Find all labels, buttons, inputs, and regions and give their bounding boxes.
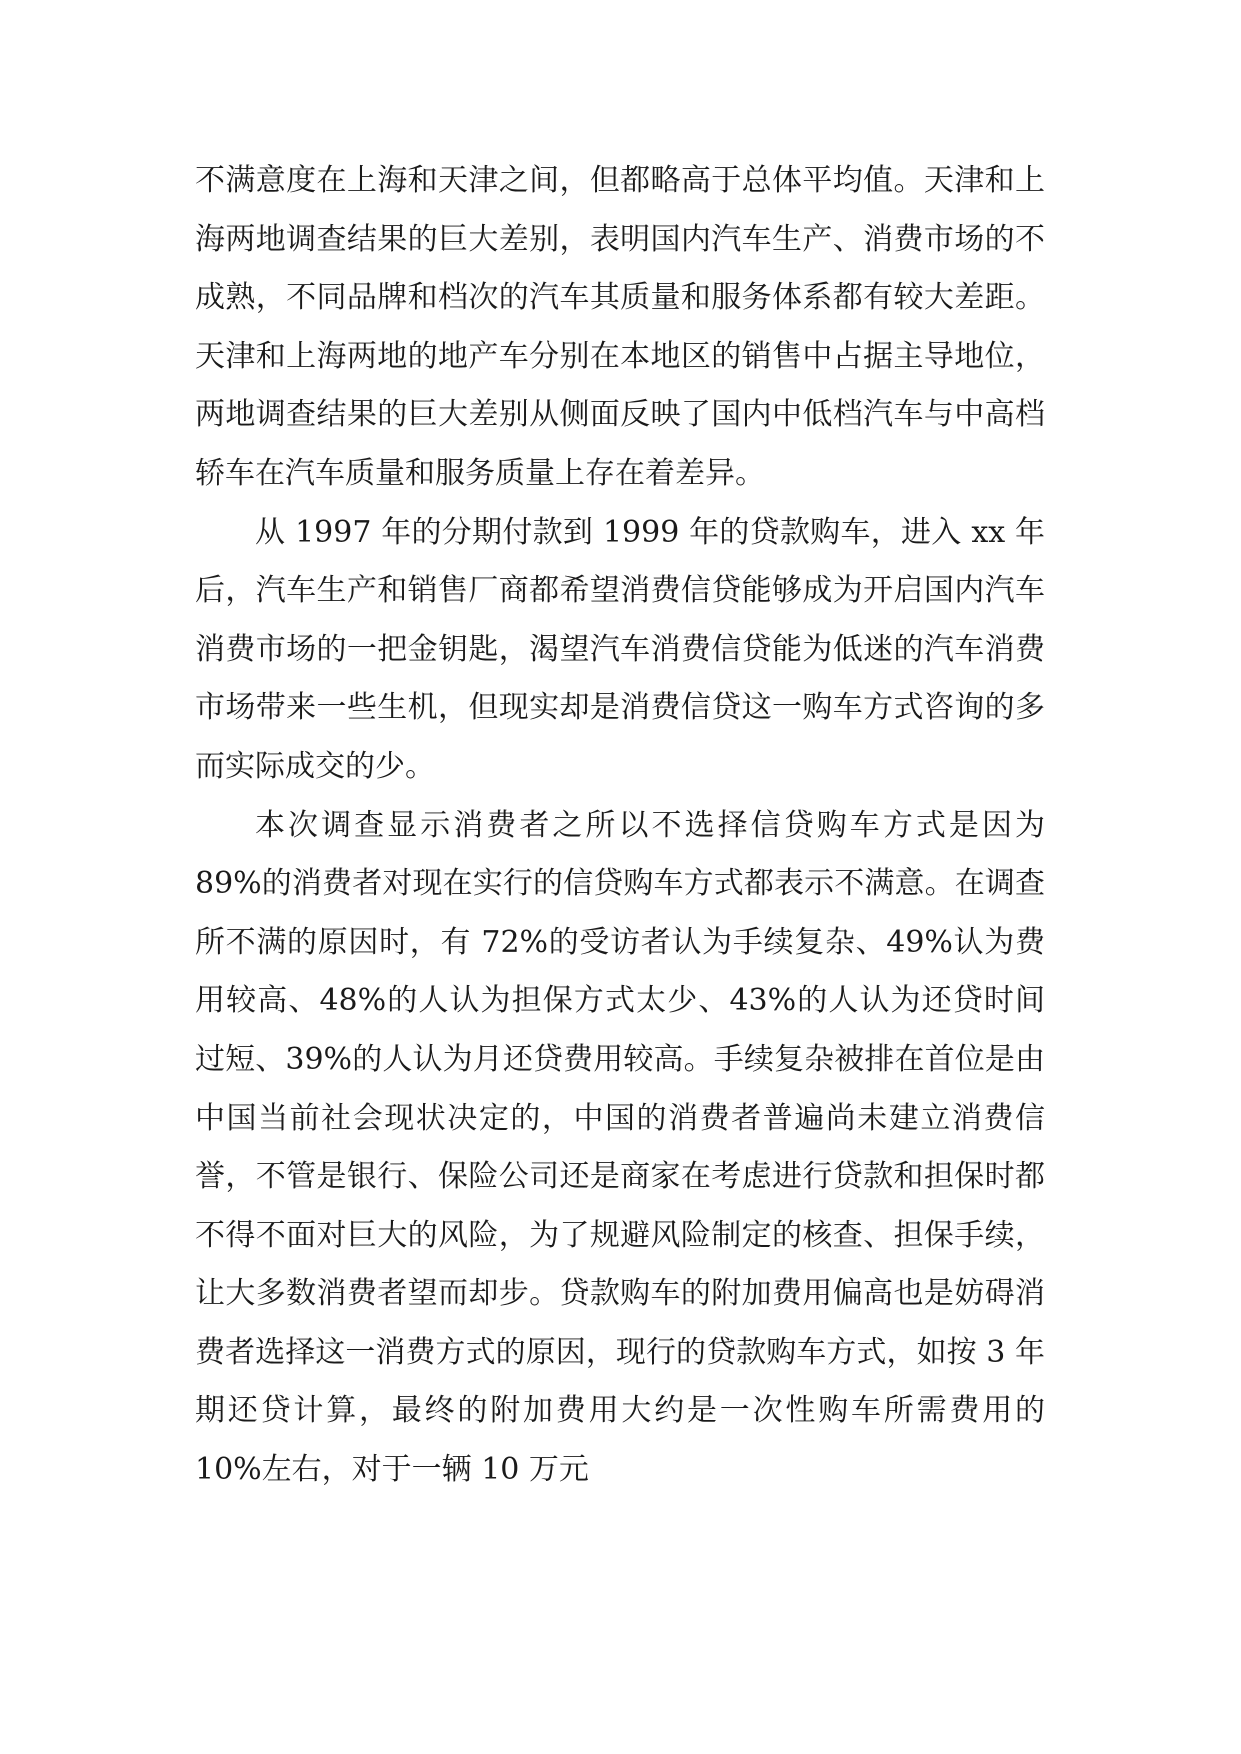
paragraph-1: 不满意度在上海和天津之间，但都略高于总体平均值。天津和上海两地调查结果的巨大差别，表明国内汽车生产、消费市场的不成熟，不同品牌和档次的汽车其质量和服务体系都有较大差距。天津和上海两地的地产车分别在本地区的销售中占据主导地位，两地调查结果的巨大差别从侧面反映了国内中低档汽车与中高档轿车在汽车质量和服务质量上存在着差异。 xyxy=(195,163,1045,491)
document-body xyxy=(195,152,1045,1500)
paragraph-3: 本次调查显示消费者之所以不选择信贷购车方式是因为 89%的消费者对现在实行的信贷购车方式都表示不满意。在调查所不满的原因时，有 72%的受访者认为手续复杂、49%认为费用较高、48%的人认为担保方式太少、43%的人认为还贷时间过短、39%的人认为月还贷费用较高。手续复杂被排在首位是由中国当前社会现状决定的，中国的消费者普遍尚未建立消费信誉，不管是银行、保险公司还是商家在考虑进行贷款和担保时都不得不面对巨大的风险，为了规避风险制定的核查、担保手续，让大多数消费者望而却步。贷款购车的附加费用偏高也是妨碍消费者选择这一消费方式的原因，现行的贷款购车方式，如按 3 年期还贷计算，最终的附加费用大约是一次性购车所需费用的 10%左右，对于一辆 10 万元 xyxy=(195,807,1045,1488)
paragraph-2: 从 1997 年的分期付款到 1999 年的贷款购车，进入 xx 年后，汽车生产和销售厂商都希望消费信贷能够成为开启国内汽车消费市场的一把金钥匙，渴望汽车消费信贷能为低迷的汽车消费市场带来一些生机，但现实却是消费信贷这一购车方式咨询的多而实际成交的少。 xyxy=(195,514,1045,784)
